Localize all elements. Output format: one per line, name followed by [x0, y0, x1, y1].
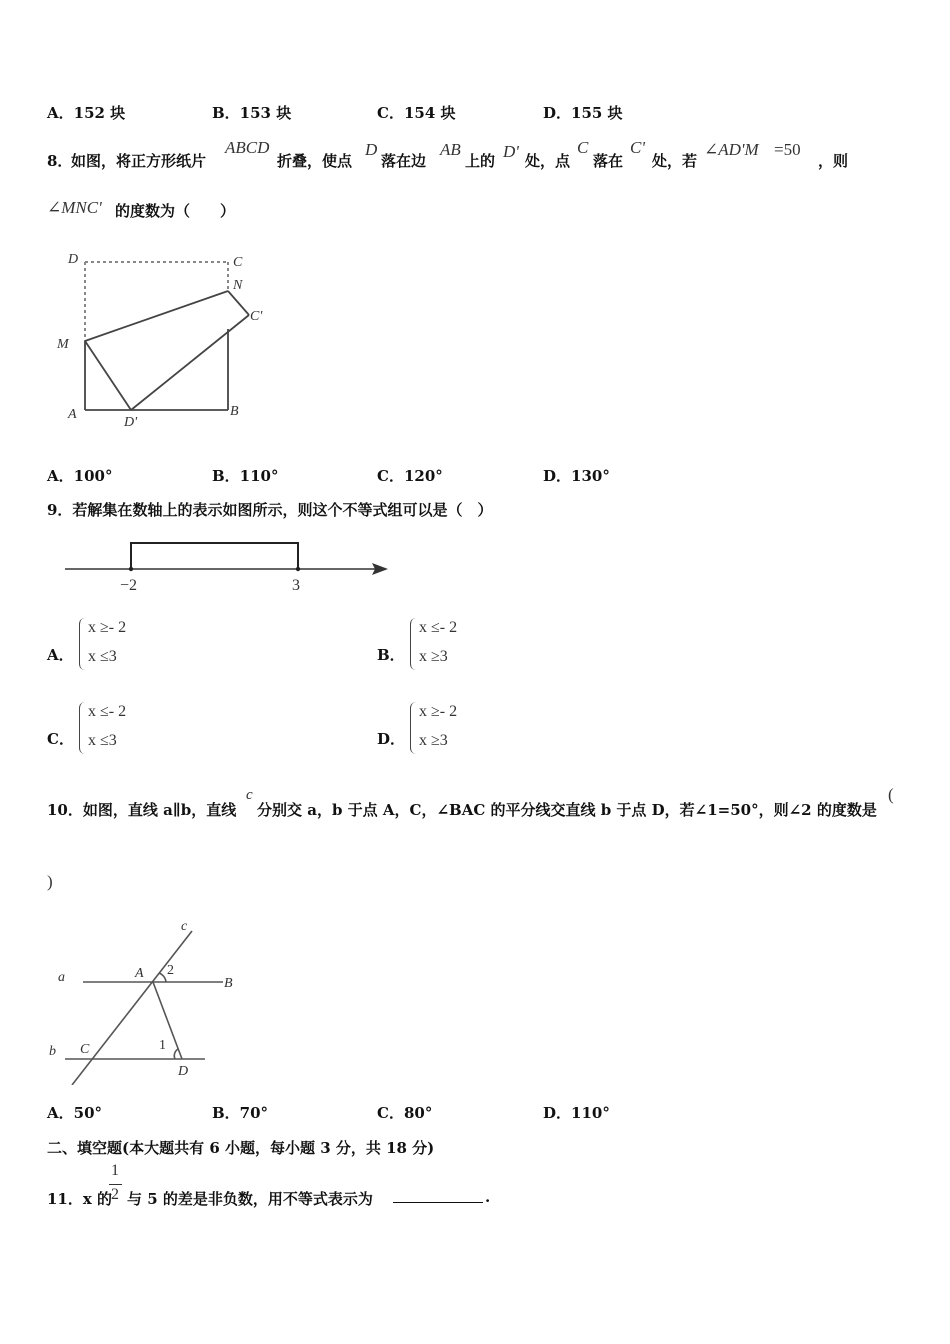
q9-option-d-line1: x ≥- 2: [419, 703, 458, 720]
q8-label-c: C: [233, 255, 243, 270]
q8-label-n: N: [233, 278, 243, 293]
q8-math-ab: AB: [440, 140, 461, 159]
q8-text-9: 的度数为（ ）: [115, 202, 236, 220]
q10-option-c: C．80°: [377, 1104, 433, 1122]
q9-option-a-line2: x ≤3: [88, 648, 117, 665]
q11-stem: [47, 1162, 647, 1212]
q9-option-b: [377, 614, 577, 674]
q9-option-b-line1: x ≤- 2: [419, 619, 458, 636]
q10-label-b-point: B: [224, 976, 233, 991]
q9-option-d: [377, 698, 577, 758]
q10-stem: [47, 785, 937, 825]
q9-option-d-label: D．: [377, 730, 406, 748]
q8-math-c: C: [577, 138, 589, 157]
q11-fraction-denominator: 2: [111, 1186, 119, 1203]
q10-text-1: 10．如图，直线 a∥b，直线: [47, 801, 237, 819]
q8-math-abcd: ABCD: [225, 138, 270, 157]
q9-option-d-line2: x ≥3: [419, 732, 448, 749]
q8-math-eq: =50: [774, 140, 801, 159]
q8-label-cprime: C': [250, 309, 263, 324]
q10-label-b-line: b: [49, 1044, 56, 1059]
q10-option-b: B．70°: [212, 1104, 269, 1122]
q10-label-point-c: C: [80, 1042, 90, 1057]
q10-parallel-lines-figure: [45, 915, 245, 1085]
q10-math-c: c: [246, 787, 253, 803]
q11-answer-blank[interactable]: [393, 1188, 483, 1207]
q9-option-a-line1: x ≥- 2: [88, 619, 127, 636]
q8-text-8: ，则: [818, 152, 849, 170]
q8-text-3: 落在边: [381, 152, 427, 170]
q9-option-b-line2: x ≥3: [419, 648, 448, 665]
q8-label-a: A: [68, 407, 77, 422]
q8-square-fold-figure: [50, 245, 280, 435]
q9-option-a-label: A．: [47, 646, 74, 664]
q10-label-2: 2: [167, 963, 174, 978]
q10-label-point-d: D: [178, 1064, 189, 1079]
q8-option-c: C．120°: [377, 467, 443, 485]
q8-label-b: B: [230, 404, 239, 419]
q11-fraction: [109, 1162, 123, 1208]
q9-solution-bracket: [131, 543, 298, 569]
q8-label-m: M: [57, 337, 69, 352]
q8-math-dprime: D': [503, 142, 519, 161]
q9-option-a: [47, 614, 247, 674]
q8-option-a: A．100°: [47, 467, 113, 485]
q10-line-c: [72, 931, 192, 1085]
q8-option-b: B．110°: [212, 467, 279, 485]
q9-option-c-label: C．: [47, 730, 74, 748]
q8-math-cprime: C': [630, 138, 645, 157]
q8-label-d: D: [68, 252, 79, 267]
q7-option-d: D．155 块: [543, 104, 623, 122]
q11-text-1: 11．x 的: [47, 1190, 113, 1208]
q10-angle-2-arc: [159, 973, 166, 982]
q10-angle-1-arc: [174, 1049, 178, 1059]
q11-fraction-numerator: 1: [111, 1162, 119, 1179]
q7-option-a: A．152 块: [47, 104, 126, 122]
q9-option-b-label: B．: [377, 646, 405, 664]
q8-text-2: 折叠，使点: [277, 152, 353, 170]
q8-stem: [47, 138, 927, 178]
q8-text-6: 落在: [593, 152, 624, 170]
q9-option-c: [47, 698, 247, 758]
q8-stem-line2: [47, 196, 347, 220]
q8-text-5: 处，点: [525, 152, 571, 170]
q10-bisector-ad: [153, 982, 182, 1059]
q9-stem: 9．若解集在数轴上的表示如图所示，则这个不等式组可以是（ ）: [47, 501, 493, 519]
q10-text-2: 分别交 a，b 于点 A，C，∠BAC 的平分线交直线 b 于点 D，若∠1=50°，则∠2 的度数是: [257, 801, 877, 819]
q8-option-d: D．130°: [543, 467, 610, 485]
q11-text-3: .: [485, 1188, 491, 1206]
q9-axis-label-neg2: −2: [120, 577, 138, 594]
q10-option-a: A．50°: [47, 1104, 103, 1122]
q8-math-d: D: [365, 140, 378, 159]
q8-label-dprime: D': [124, 415, 138, 430]
q8-text-4: 上的: [465, 152, 496, 170]
q10-label-point-a: A: [135, 966, 144, 981]
q10-paren-open: (: [888, 785, 894, 804]
q8-text-7: 处，若: [652, 152, 698, 170]
q9-option-c-line1: x ≤- 2: [88, 703, 127, 720]
q8-math-angle: ∠AD'M: [704, 140, 759, 159]
q10-paren-close: ): [47, 872, 53, 891]
q10-label-1: 1: [159, 1038, 166, 1053]
q9-number-line: [60, 535, 400, 597]
q8-text-1: 如图，将正方形纸片: [71, 152, 207, 170]
q8-math-mnc: ∠MNC': [47, 198, 102, 217]
q7-option-b: B．153 块: [212, 104, 292, 122]
q10-option-d: D．110°: [543, 1104, 610, 1122]
q10-label-c-line: c: [181, 919, 188, 934]
q8-number: 8．: [47, 152, 73, 170]
q7-option-c: C．154 块: [377, 104, 456, 122]
section-2-title: 二、填空题(本大题共有 6 小题，每小题 3 分，共 18 分): [47, 1139, 435, 1157]
q9-axis-label-3: 3: [292, 577, 300, 594]
q11-text-2: 与 5 的差是非负数，用不等式表示为: [127, 1190, 373, 1208]
q9-option-c-line2: x ≤3: [88, 732, 117, 749]
q10-label-a: a: [58, 970, 65, 985]
